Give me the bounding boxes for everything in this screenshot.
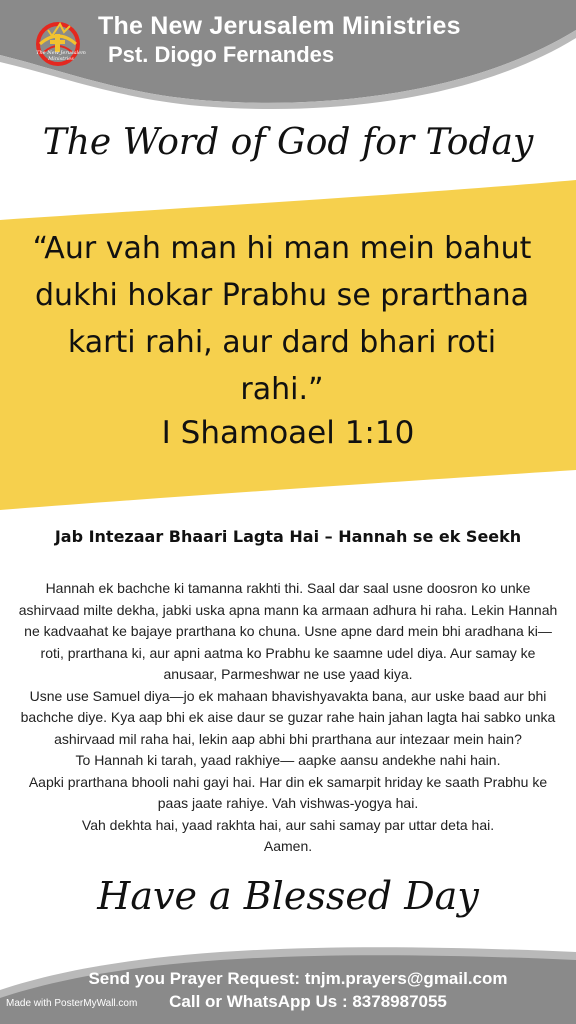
body-paragraph: Aamen. (263, 838, 313, 854)
body-paragraph: Aapki prarthana bhooli nahi gayi hai. Har din ek samarpit hriday ke saath Prabhu ke paas jaate rahiye. Vah vishwas-yogya hai. (28, 773, 548, 811)
ministry-logo-icon (26, 14, 90, 78)
scripture-quote: “Aur vah man hi man mein bahut dukhi hokar Prabhu se prarthana karti rahi, aur dard bhari roti rahi.” (32, 231, 532, 407)
postermywall-watermark: Made with PosterMyWall.com (6, 998, 138, 1009)
contact-phone: Call or WhatsApp Us : 8378987055 (169, 992, 447, 1011)
closing-greeting: Have a Blessed Day (97, 874, 479, 918)
scripture-reference: I Shamoael 1:10 (161, 415, 415, 451)
body-paragraph: Usne use Samuel diya—jo ek mahaan bhavishyavakta bana, aur uske baad aur bhi bachche diye. Kya aap bhi ek aise daur se guzar rahe hain jahan lagta hai sabko unka ashirvaad mil raha hai, lekin aap abhi bhi prarthana aur intezaar mein hain? (20, 687, 556, 747)
body-paragraph: Hannah ek bachche ki tamanna rakhti thi. Saal dar saal usne doosron ko unke ashirvaad milte dekha, jabki uska apna mann ka armaan adhura hi raha. Lekin Hannah ne kadvaahat ke bajaye prarthana ko chuna. Usne apne dard mein bhi aradhana ki—roti, prarthana ki, aur apni aatma ko Prabhu ke saamne udel diya. Aur samay ke anusaar, Parmeshwar ne use yaad kiya. (18, 580, 558, 682)
page-title: The Word of God for Today (42, 122, 534, 163)
devotion-heading: Jab Intezaar Bhaari Lagta Hai – Hannah se ek Seekh (54, 527, 522, 546)
pastor-name: Pst. Diogo Fernandes (108, 42, 335, 67)
body-paragraph: To Hannah ki tarah, yaad rakhiye— aapke aansu andekhe nahi hain. (75, 752, 501, 768)
body-paragraph: Vah dekhta hai, yaad rakhta hai, aur sahi samay par uttar deta hai. (81, 816, 495, 833)
prayer-request-email: Send you Prayer Request: tnjm.prayers@gmail.com (88, 969, 508, 988)
organization-name: The New Jerusalem Ministries (98, 12, 461, 40)
devotion-body (16, 578, 560, 858)
logo-text: The New Jerusalem Ministries (36, 50, 86, 62)
